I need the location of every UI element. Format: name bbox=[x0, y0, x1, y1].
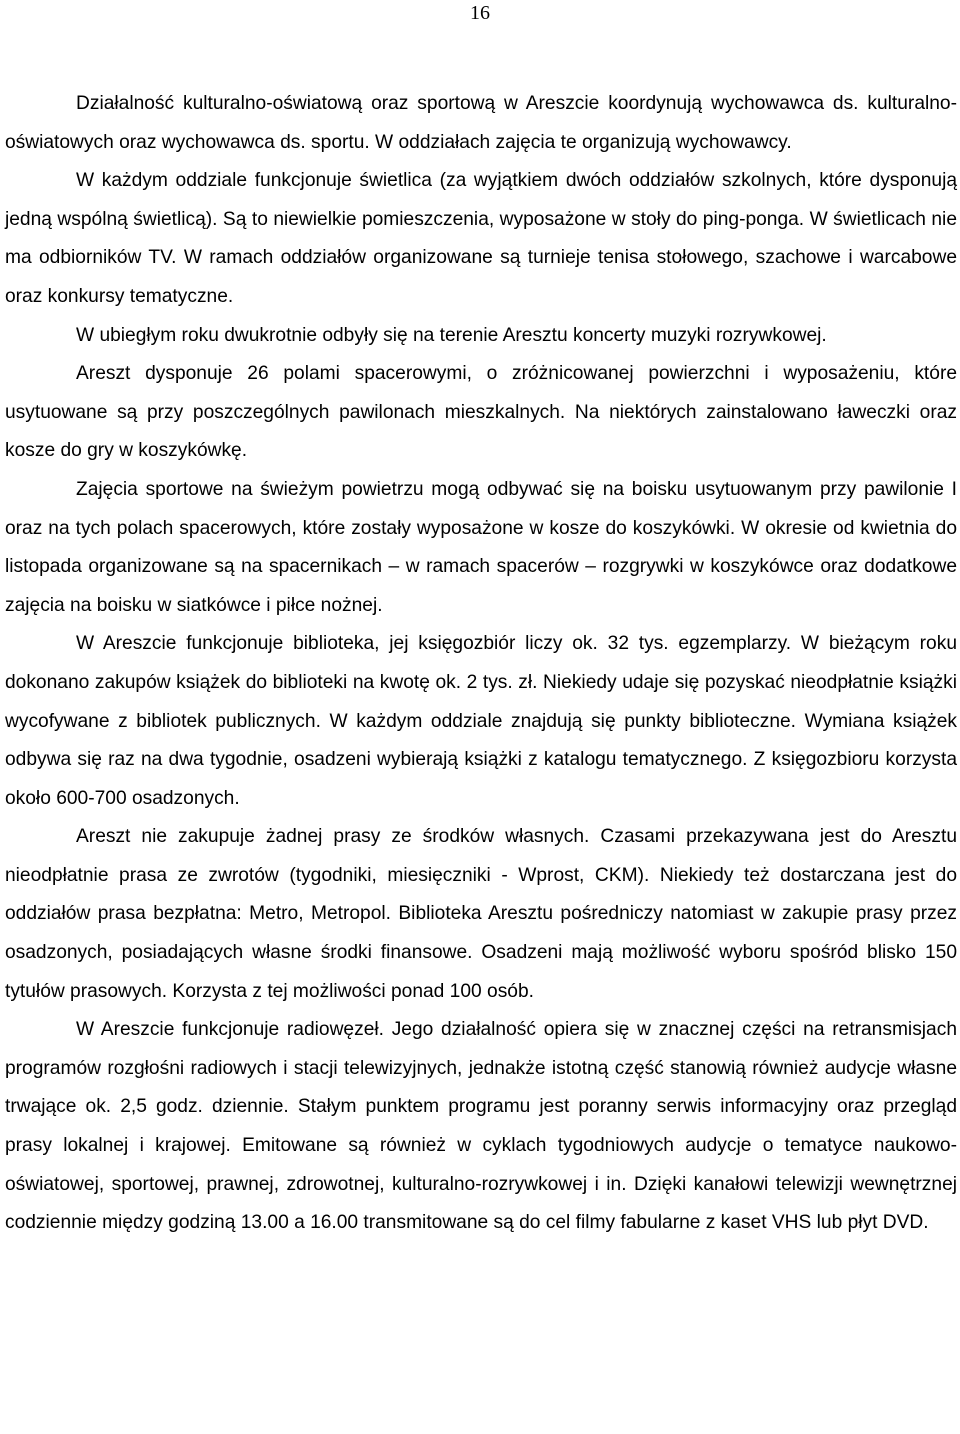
paragraph-cultural-activities: Działalność kulturalno-oświatową oraz sportową w Areszcie koordynują wychowawca ds. kulturalno-oświatowych oraz wychowawca ds. sportu. W oddziałach zajęcia te organizują wychowawcy. bbox=[5, 93, 957, 153]
paragraph-concerts: W ubiegłym roku dwukrotnie odbyły się na terenie Aresztu koncerty muzyki rozrywkowej. bbox=[76, 324, 827, 346]
paragraph-outdoor-sports: Zajęcia sportowe na świeżym powietrzu mogą odbywać się na boisku usytuowanym przy pawilonie I oraz na tych polach spacerowych, które zostały wyposażone w kosze do koszykówki. W okresie od kwietnia do listopada organizowane są na spacernikach – w ramach spacerów – rozgrywki w koszykówce oraz dodatkowe zajęcia na boisku w siatkówce i piłce nożnej. bbox=[5, 478, 957, 616]
paragraph-radio: W Areszcie funkcjonuje radiowęzeł. Jego działalność opiera się w znacznej części na retransmisjach programów rozgłośni radiowych i stacji telewizyjnych, jednakże istotną część stanowią również audycje własne trwające ok. 2,5 godz. dziennie. Stałym punktem programu jest poranny serwis informacyjny oraz przegląd prasy lokalnej i krajowej. Emitowane są również w cyklach tygodniowych audycje o tematyce naukowo-oświatowej, sportowej, prawnej, zdrowotnej, kulturalno-rozrywkowej i in. Dzięki kanałowi telewizji wewnętrznej codziennie między godziną 13.00 a 16.00 transmitowane są do cel filmy fabularne z kaset VHS lub płyt DVD. bbox=[5, 1019, 957, 1234]
paragraph-common-rooms: W każdym oddziale funkcjonuje świetlica (za wyjątkiem dwóch oddziałów szkolnych, które dysponują jedną wspólną świetlicą). Są to niewielkie pomieszczenia, wyposażone w stoły do ping-ponga. W świetlicach nie ma odbiorników TV. W ramach oddziałów organizowane są turnieje tenisa stołowego, szachowe i warcabowe oraz konkursy tematyczne. bbox=[5, 170, 957, 307]
paragraph-library: W Areszcie funkcjonuje biblioteka, jej księgozbiór liczy ok. 32 tys. egzemplarzy. W bieżącym roku dokonano zakupów książek do biblioteki na kwotę ok. 2 tys. zł. Niekiedy udaje się pozyskać nieodpłatnie książki wycofywane z bibliotek publicznych. W każdym oddziale znajdują się punkty biblioteczne. Wymiana książek odbywa się raz na dwa tygodnie, osadzeni wybierają książki z katalogu tematycznego. Z księgozbioru korzysta około 600-700 osadzonych. bbox=[5, 633, 957, 809]
paragraph-exercise-yards: Areszt dysponuje 26 polami spacerowymi, o zróżnicowanej powierzchni i wyposażeniu, które usytuowane są przy poszczególnych pawilonach mieszkalnych. Na niektórych zainstalowano ławeczki oraz kosze do gry w koszykówkę. bbox=[5, 363, 957, 462]
document-body bbox=[5, 85, 957, 1243]
page-number: 16 bbox=[470, 2, 490, 24]
paragraph-press: Areszt nie zakupuje żadnej prasy ze środków własnych. Czasami przekazywana jest do Aresztu nieodpłatnie prasa ze zwrotów (tygodniki, miesięczniki - Wprost, CKM). Niekiedy też dostarczana jest do oddziałów prasa bezpłatna: Metro, Metropol. Biblioteka Aresztu pośredniczy natomiast w zakupie prasy przez osadzonych, posiadających własne środki finansowe. Osadzeni mają możliwość wyboru spośród blisko 150 tytułów prasowych. Korzysta z tej możliwości ponad 100 osób. bbox=[5, 826, 957, 1002]
